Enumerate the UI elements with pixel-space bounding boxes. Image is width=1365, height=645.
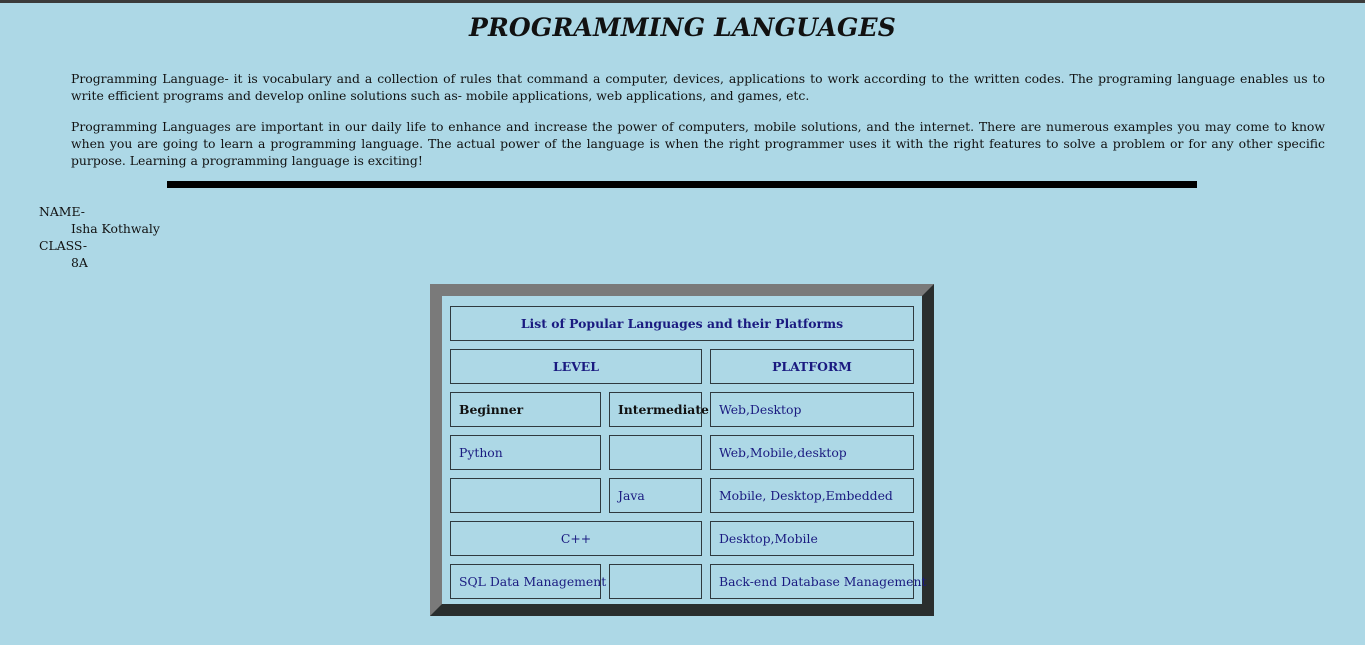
horizontal-rule [167, 181, 1197, 188]
name-label: NAME- [39, 204, 85, 219]
platform-cell: Back-end Database Management [710, 564, 914, 599]
language-cell: C++ [450, 521, 702, 556]
importance-paragraph: Programming Languages are important in our daily life to enhance and increase the power of computers, mobile solutions, and the internet. There are numerous examples you may come to know when you are going to learn a programming language. The actual power of the language is when the right programmer uses it with the right features to solve a problem or for any other specific purpose. Learning a programming language is exciting! [71, 119, 1325, 168]
languages-table [430, 284, 934, 616]
table-caption: List of Popular Languages and their Platforms [450, 306, 914, 341]
beginner-cell: Python [450, 435, 601, 470]
intermediate-header: Intermediate [609, 392, 702, 427]
platform-cell: Web,Mobile,desktop [710, 435, 914, 470]
beginner-cell: SQL Data Management [450, 564, 601, 599]
platform-cell: Mobile, Desktop,Embedded [710, 478, 914, 513]
platform-cell: Desktop,Mobile [710, 521, 914, 556]
intro-paragraph: Programming Language- it is vocabulary and a collection of rules that command a computer, devices, applications to work according to the written codes. The programing language enables us to write efficient programs and develop online solutions such as- mobile applications, web applications, and games, etc. [71, 71, 1325, 103]
beginner-cell [450, 478, 601, 513]
intermediate-cell [609, 564, 702, 599]
page-title: PROGRAMMING LANGUAGES [468, 13, 897, 42]
name-value: Isha Kothwaly [71, 221, 160, 236]
intermediate-cell: Java [609, 478, 702, 513]
intermediate-cell [609, 435, 702, 470]
beginner-header: Beginner [450, 392, 601, 427]
platform-header: PLATFORM [710, 349, 914, 384]
platform-cell: Web,Desktop [710, 392, 914, 427]
level-header: LEVEL [450, 349, 702, 384]
class-label: CLASS- [39, 238, 88, 253]
class-value: 8A [71, 255, 88, 270]
